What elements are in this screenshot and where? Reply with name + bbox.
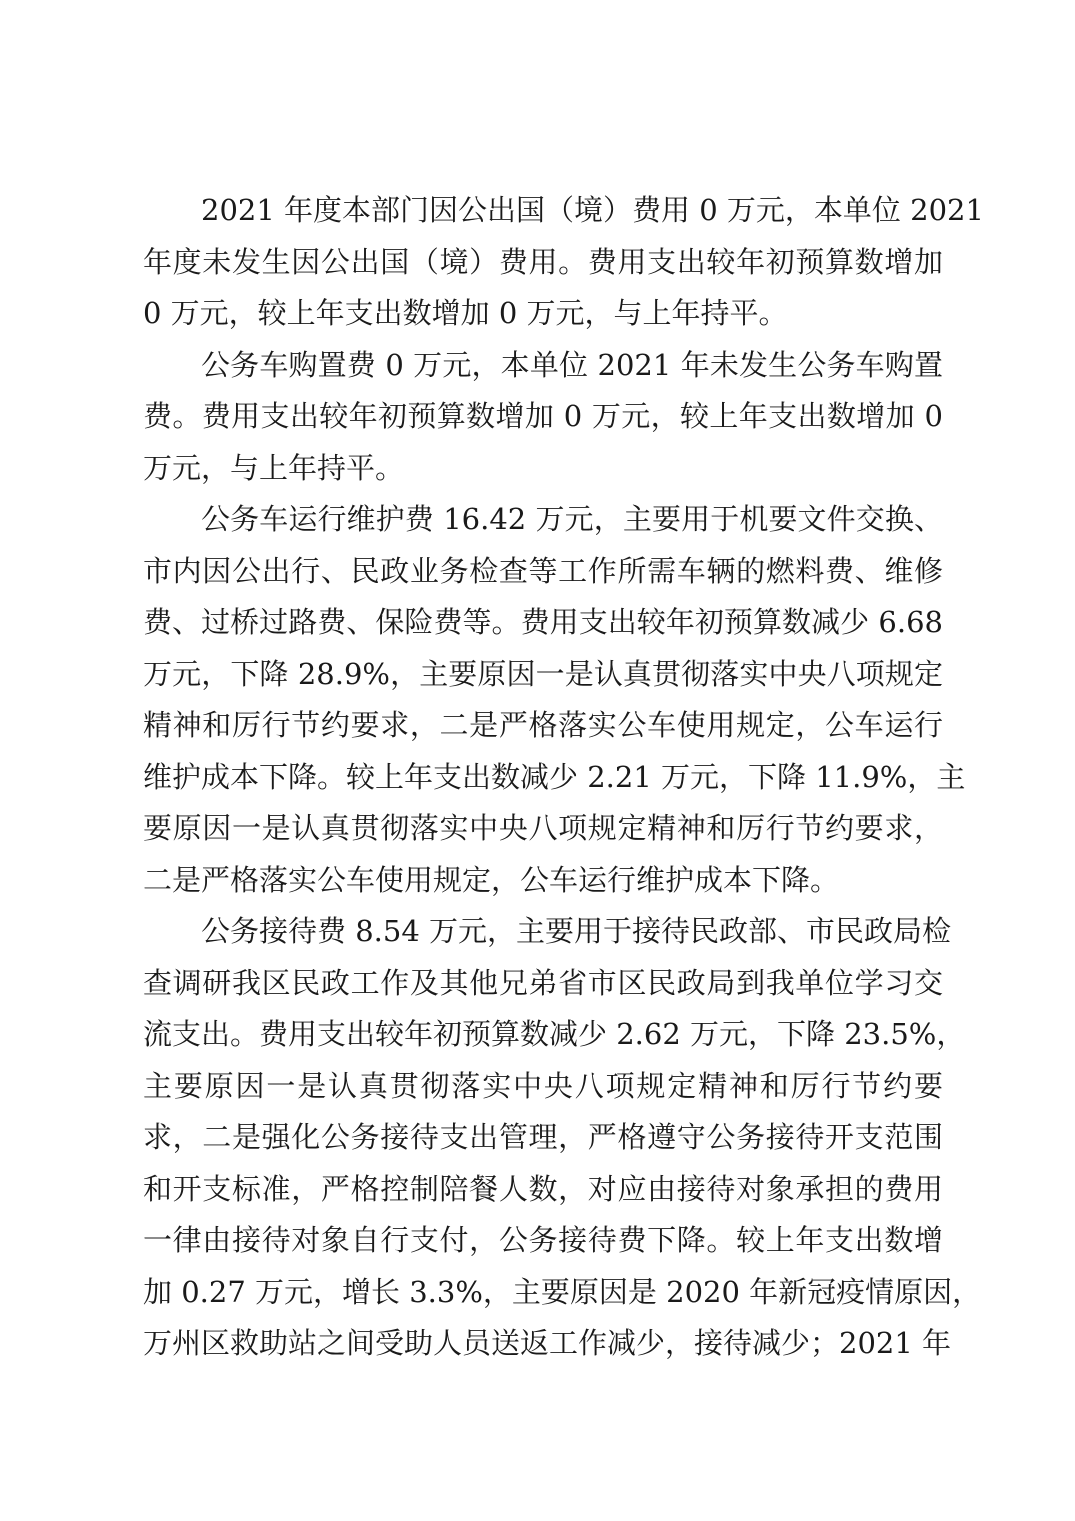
text-line: 公务接待费 8.54 万元，主要用于接待民政部、市民政局检 xyxy=(201,914,952,948)
paragraph-vehicle-purchase xyxy=(143,340,943,495)
body-text xyxy=(143,185,984,1370)
paragraph-official-reception xyxy=(143,906,982,1370)
text-line: 2021 年度本部门因公出国（境）费用 0 万元，本单位 2021 xyxy=(201,193,984,227)
text-line: 费。费用支出较年初预算数增加 0 万元，较上年支出数增加 0 xyxy=(143,399,943,433)
text-line: 万元，下降 28.9%，主要原因一是认真贯彻落实中央八项规定 xyxy=(143,656,943,691)
text-line: 万元，与上年持平。 xyxy=(143,450,405,485)
text-line: 和开支标准，严格控制陪餐人数，对应由接待对象承担的费用 xyxy=(143,1171,943,1206)
text-line: 精神和厉行节约要求，二是严格落实公车使用规定，公车运行 xyxy=(143,708,943,742)
text-line: 公务车运行维护费 16.42 万元，主要用于机要文件交换、 xyxy=(201,502,943,536)
text-line: 流支出。费用支出较年初预算数减少 2.62 万元，下降 23.5%， xyxy=(143,1017,966,1051)
text-line: 市内因公出行、民政业务检查等工作所需车辆的燃料费、维修 xyxy=(143,553,943,588)
text-line: 二是严格落实公车使用规定，公车运行维护成本下降。 xyxy=(143,862,840,897)
text-line: 查调研我区民政工作及其他兄弟省市区民政局到我单位学习交 xyxy=(143,965,943,1000)
text-line: 万州区救助站之间受助人员送返工作减少，接待减少；2021 年 xyxy=(143,1326,952,1360)
text-line: 年度未发生因公出国（境）费用。费用支出较年初预算数增加 xyxy=(143,244,943,279)
text-line: 维护成本下降。较上年支出数减少 2.21 万元，下降 11.9%，主 xyxy=(143,759,966,794)
text-line: 要原因一是认真贯彻落实中央八项规定精神和厉行节约要求， xyxy=(143,811,943,845)
text-line: 求，二是强化公务接待支出管理，严格遵守公务接待开支范围 xyxy=(143,1120,943,1154)
text-line: 公务车购置费 0 万元，本单位 2021 年未发生公务车购置 xyxy=(201,347,943,382)
text-line: 加 0.27 万元，增长 3.3%，主要原因是 2020 年新冠疫情原因， xyxy=(143,1274,982,1309)
text-line: 0 万元，较上年支出数增加 0 万元，与上年持平。 xyxy=(143,296,788,330)
paragraph-vehicle-maintenance xyxy=(143,494,966,906)
text-line: 主要原因一是认真贯彻落实中央八项规定精神和厉行节约要 xyxy=(143,1068,943,1103)
text-line: 一律由接待对象自行支付，公务接待费下降。较上年支出数增 xyxy=(143,1223,943,1257)
paragraph-outbound-travel xyxy=(143,185,984,340)
text-line: 费、过桥过路费、保险费等。费用支出较年初预算数减少 6.68 xyxy=(143,605,943,639)
